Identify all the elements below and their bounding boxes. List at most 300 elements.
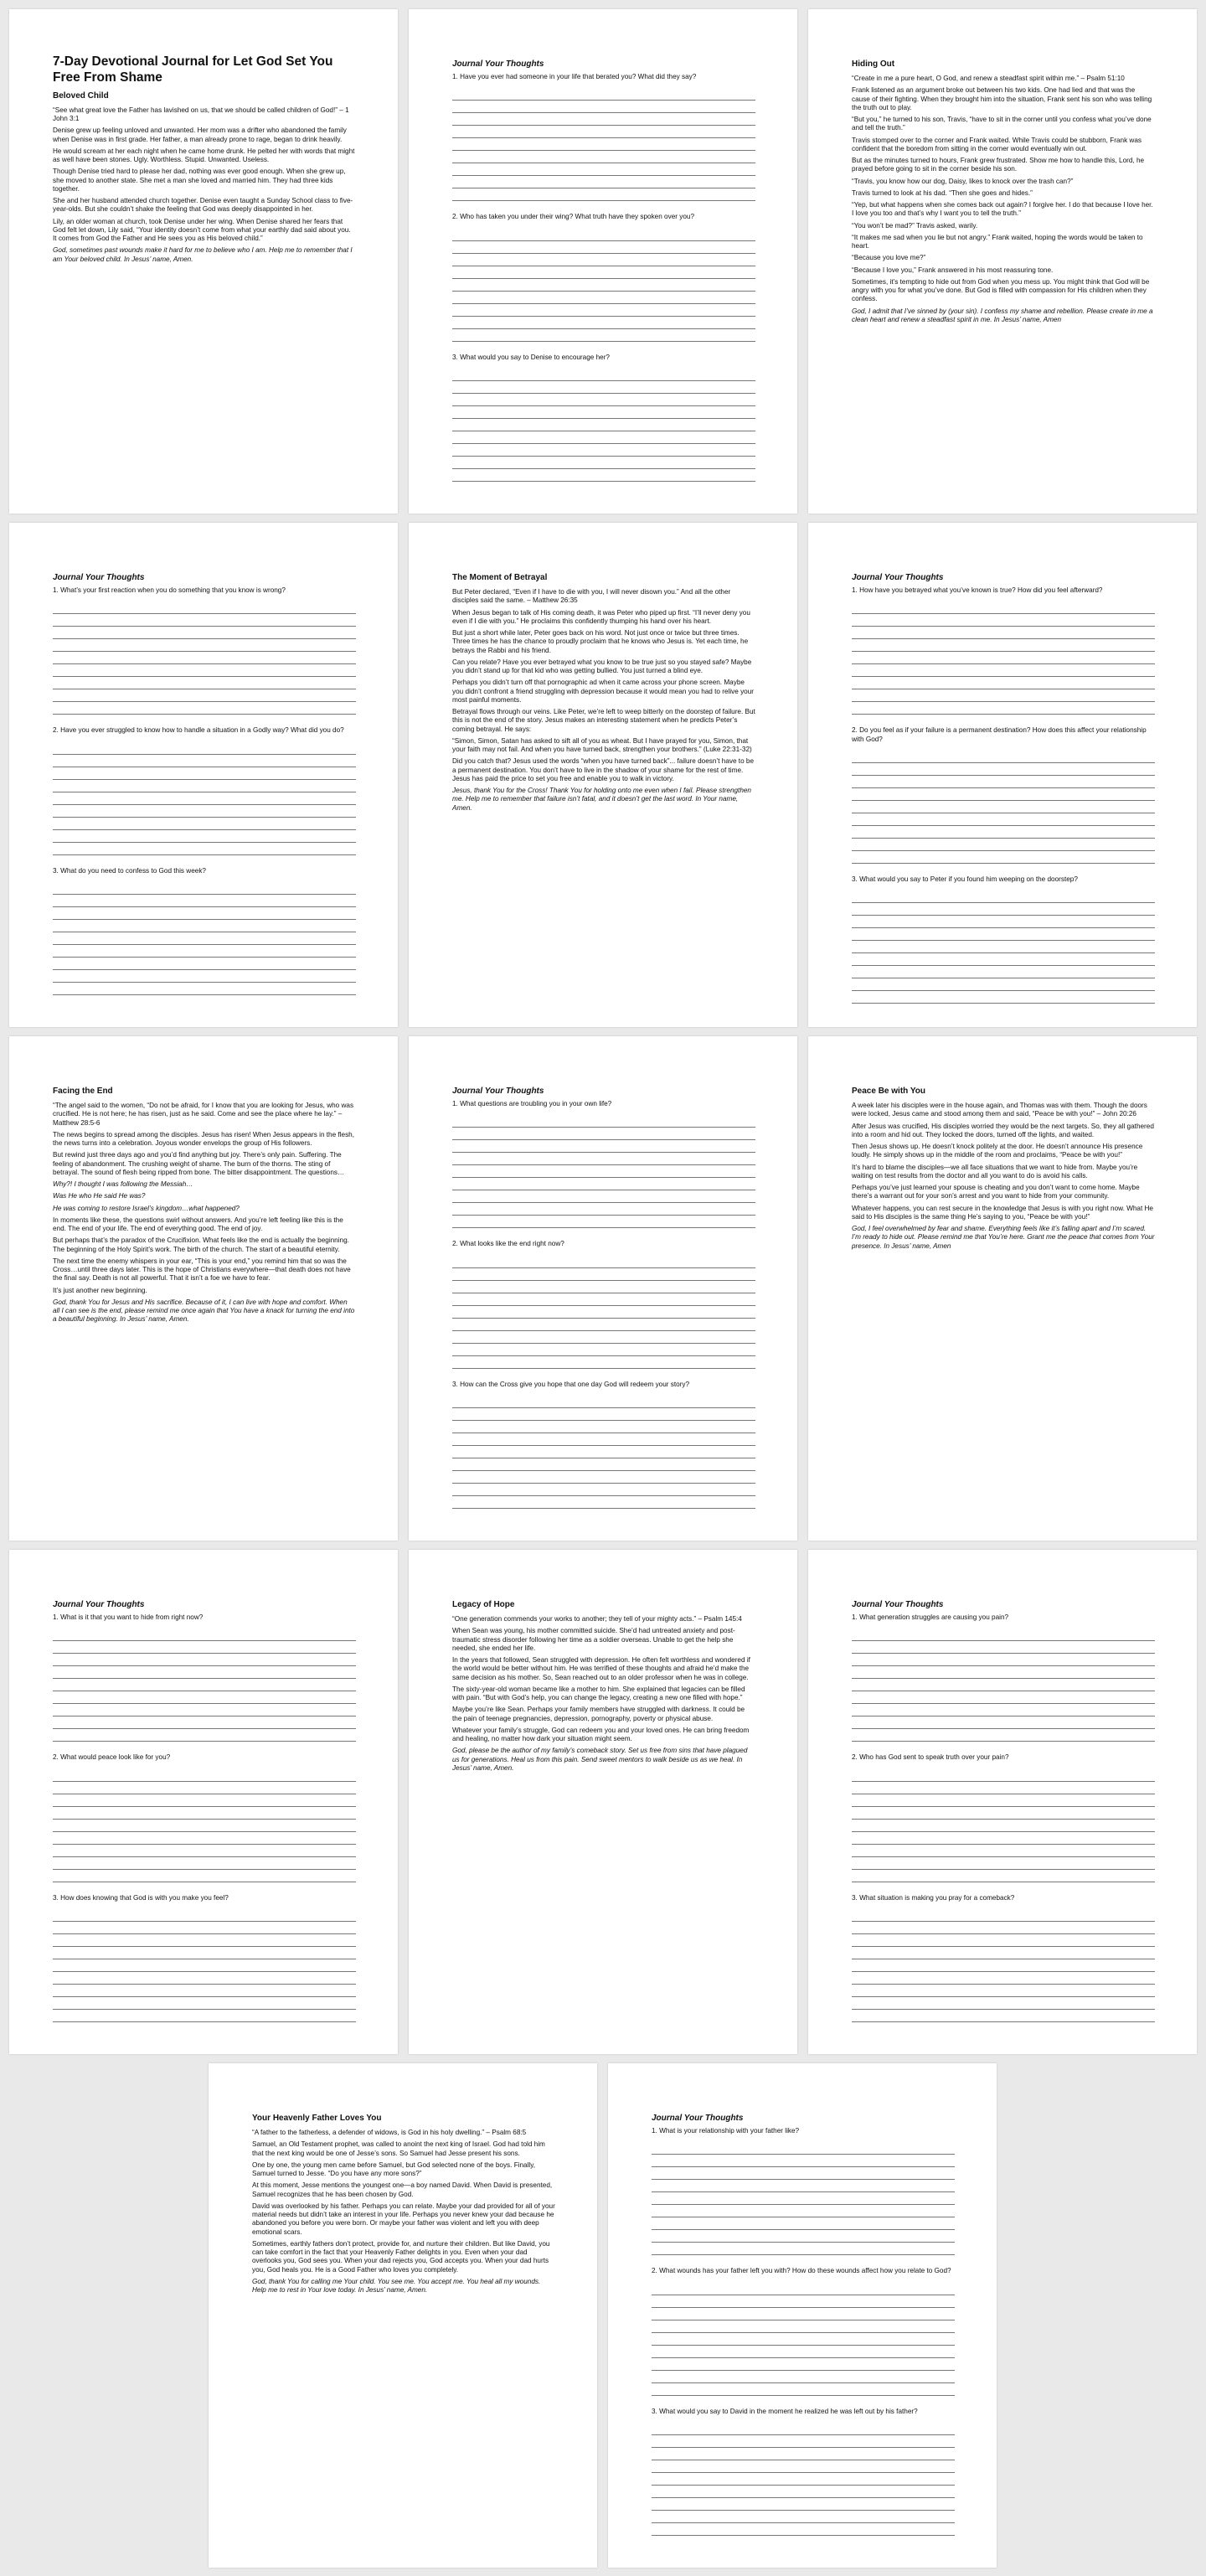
writing-line[interactable] <box>652 2142 955 2155</box>
writing-line[interactable] <box>53 639 356 652</box>
journal-question: 1. What’s your first reaction when you do something that you know is wrong? <box>53 586 286 594</box>
writing-line[interactable] <box>452 229 755 241</box>
writing-line[interactable] <box>53 1704 356 1716</box>
writing-line[interactable] <box>852 1972 1155 1985</box>
writing-line[interactable] <box>53 1985 356 1997</box>
writing-line[interactable] <box>53 920 356 932</box>
paragraph: “Travis, you know how our dog, Daisy, likes to knock over the trash can?” <box>852 177 1074 185</box>
page-9 <box>808 1036 1197 1541</box>
writing-line[interactable] <box>53 689 356 702</box>
writing-lines[interactable] <box>452 1115 755 1228</box>
writing-line[interactable] <box>452 1165 755 1178</box>
writing-lines[interactable] <box>652 2283 955 2396</box>
page-2 <box>409 9 797 514</box>
writing-line[interactable] <box>53 702 356 715</box>
writing-lines[interactable] <box>852 1909 1155 2022</box>
writing-line[interactable] <box>852 1716 1155 1729</box>
journal-question: 2. Who has taken you under their wing? What truth have they spoken over you? <box>452 213 695 221</box>
writing-line[interactable] <box>652 2155 955 2167</box>
writing-line[interactable] <box>652 2473 955 2486</box>
writing-line[interactable] <box>652 2523 955 2536</box>
journal-title: Journal Your Thoughts <box>852 1600 944 1609</box>
paragraph: One by one, the young men came before Samuel, but God selected none of the boys. Finally, Samuel turned to Jesse. “Do you have any more sons?” <box>252 2160 536 2177</box>
writing-line[interactable] <box>452 113 755 126</box>
prayer: God, sometimes past wounds make it hard for me to believe who I am. Help me to remember that I am Your beloved child. In Jesus’ name, Amen. <box>53 246 353 263</box>
writing-line[interactable] <box>852 1959 1155 1972</box>
verse: But Peter declared, “Even if I have to die with you, I will never disown you.” And all the other disciples said the same. – Matthew 26:35 <box>452 588 731 605</box>
journal-question: 3. What would you say to Peter if you found him weeping on the doorstep? <box>852 875 1078 883</box>
writing-line[interactable] <box>452 457 755 469</box>
writing-line[interactable] <box>452 1216 755 1228</box>
paragraph: Sometimes, earthly fathers don’t protect, provide for, and nurture their children. But like David, you can take comfort in the fact that your Heavenly Father delights in you. Even when your dad overlooks you, God sees you. When your dad rejects you, God accepts you. When your dad hurts you, God heals you. He is a Good Father who loves you completely. <box>252 2239 550 2274</box>
journal-question: 3. How does knowing that God is with you make you feel? <box>53 1893 229 1902</box>
paragraph: But perhaps that’s the paradox of the Crucifixion. What feels like the end is actually the beginning. The beginning of the Holy Spirit’s work. The birth of the church. The start of a beautiful eternity. <box>53 1236 349 1253</box>
journal-question: 3. What do you need to confess to God this week? <box>53 866 206 875</box>
writing-line[interactable] <box>852 978 1155 991</box>
writing-lines[interactable] <box>852 891 1155 1004</box>
writing-line[interactable] <box>452 292 755 304</box>
writing-line[interactable] <box>652 2180 955 2192</box>
writing-line[interactable] <box>652 2498 955 2511</box>
writing-line[interactable] <box>53 1922 356 1934</box>
page-3 <box>808 9 1197 514</box>
writing-line[interactable] <box>452 369 755 381</box>
writing-line[interactable] <box>852 1985 1155 1997</box>
writing-line[interactable] <box>452 1115 755 1128</box>
paragraph: Can you relate? Have you ever betrayed what you know to be true just so you stayed safe? Maybe you didn’t stand up for that kid who was getting bullied. You just turned a blind eye. <box>452 658 752 674</box>
writing-line[interactable] <box>852 1820 1155 1832</box>
journal-title: Journal Your Thoughts <box>852 573 944 582</box>
prayer: God, thank You for calling me Your child. You see me. You accept me. You heal all my wounds. Help me to rest in Your love today. In Jesus’ name, Amen. <box>252 2277 541 2294</box>
paragraph: Samuel, an Old Testament prophet, was called to anoint the next king of Israel. God had told him that the next king would be one of Jesse’s sons. So Samuel had Jesse present his sons. <box>252 2140 545 2157</box>
writing-line[interactable] <box>852 614 1155 627</box>
journal-title: Journal Your Thoughts <box>53 1600 145 1609</box>
journal-question: 2. Do you feel as if your failure is a permanent destination? How does this affect your relationship with God? <box>852 726 1147 743</box>
writing-line[interactable] <box>53 627 356 639</box>
writing-line[interactable] <box>452 419 755 431</box>
writing-line[interactable] <box>852 689 1155 702</box>
journal-title: Journal Your Thoughts <box>452 59 544 69</box>
writing-line[interactable] <box>852 891 1155 903</box>
writing-line[interactable] <box>53 843 356 855</box>
writing-line[interactable] <box>852 677 1155 689</box>
writing-line[interactable] <box>652 2320 955 2333</box>
writing-line[interactable] <box>452 1203 755 1216</box>
writing-line[interactable] <box>53 742 356 755</box>
paragraph: Whatever your family’s struggle, God can redeem you and your loved ones. He can bring freedom and healing, no matter how dark your situation might seem. <box>452 1726 750 1742</box>
writing-lines[interactable] <box>852 601 1155 715</box>
writing-line[interactable] <box>452 101 755 113</box>
writing-line[interactable] <box>452 1356 755 1369</box>
writing-lines[interactable] <box>452 1256 755 1369</box>
writing-line[interactable] <box>452 1396 755 1408</box>
writing-lines[interactable] <box>452 229 755 342</box>
verse: “One generation commends your works to another; they tell of your mighty acts.” – Psalm 145:4 <box>452 1615 742 1623</box>
writing-line[interactable] <box>53 2010 356 2022</box>
section-title: Facing the End <box>53 1087 113 1096</box>
writing-line[interactable] <box>452 1408 755 1421</box>
writing-lines[interactable] <box>53 742 356 855</box>
writing-line[interactable] <box>53 1629 356 1641</box>
prayer: God, I feel overwhelmed by fear and shame. Everything feels like it’s falling apart and I’m scared. I’m ready to hide out. Please remind me that You’re here. Grant me the peace that comes from Your presence. In Jesus’ name, Amen <box>852 1225 1155 1250</box>
writing-line[interactable] <box>852 1666 1155 1679</box>
writing-line[interactable] <box>53 1729 356 1742</box>
writing-lines[interactable] <box>53 882 356 995</box>
writing-line[interactable] <box>452 188 755 201</box>
page-14 <box>608 2063 997 2568</box>
writing-line[interactable] <box>452 279 755 292</box>
writing-line[interactable] <box>852 966 1155 978</box>
writing-line[interactable] <box>53 614 356 627</box>
document-title: 7-Day Devotional Journal for Let God Set You Free From Shame <box>53 54 333 85</box>
writing-line[interactable] <box>852 1807 1155 1820</box>
writing-line[interactable] <box>53 830 356 843</box>
writing-line[interactable] <box>53 1909 356 1922</box>
section-title: Legacy of Hope <box>452 1600 515 1609</box>
journal-title: Journal Your Thoughts <box>452 1087 544 1096</box>
verse: “See what great love the Father has lavished on us, that we should be called children of God!” – 1 John 3:1 <box>53 106 349 123</box>
writing-line[interactable] <box>53 755 356 767</box>
paragraph: Perhaps you didn’t turn off that pornographic ad when it came across your phone screen. Maybe you didn’t confront a friend struggling with depression because it would mean you had to relive your most painful moments. <box>452 679 755 704</box>
page-8 <box>409 1036 797 1541</box>
verse: “The angel said to the women, “Do not be afraid, for I know that you are looking for Jesus, who was crucified. He is not here; he has risen, just as he said. Come and see the place where he lay.” – Matthew 28:5-6 <box>53 1102 354 1127</box>
writing-line[interactable] <box>53 1769 356 1782</box>
writing-line[interactable] <box>53 1870 356 1882</box>
writing-line[interactable] <box>852 813 1155 826</box>
paragraph: Why?! I thought I was following the Messiah… <box>53 1180 193 1188</box>
writing-line[interactable] <box>452 1128 755 1140</box>
writing-line[interactable] <box>53 958 356 970</box>
writing-line[interactable] <box>53 1794 356 1807</box>
paragraph: In moments like these, the questions swirl without answers. And you’re left feeling like this is the end. The end of your life. The end of everything good. The end of joy. <box>53 1216 343 1232</box>
writing-line[interactable] <box>452 1256 755 1268</box>
writing-line[interactable] <box>852 1729 1155 1742</box>
writing-line[interactable] <box>452 329 755 342</box>
writing-line[interactable] <box>452 1331 755 1344</box>
writing-line[interactable] <box>53 932 356 945</box>
paragraph: But rewind just three days ago and you’d find anything but joy. There’s only pain. Suffering. The feeling of abandonment. The crushing weight of shame. The burn of the thorns. The sting of betrayal. The sound of flesh being ripped from bone. The bitter disappointment. The questions… <box>53 1151 345 1176</box>
writing-line[interactable] <box>852 801 1155 813</box>
prayer: God, I admit that I’ve sinned by (your sin). I confess my shame and rebellion. Please create in me a clean heart and renew a steadfast spirit in me. In Jesus’ name, Amen <box>852 307 1153 323</box>
writing-line[interactable] <box>852 2010 1155 2022</box>
writing-line[interactable] <box>53 652 356 664</box>
writing-line[interactable] <box>452 1319 755 1331</box>
writing-line[interactable] <box>53 970 356 983</box>
journal-question: 3. What would you say to David in the moment he realized he was left out by his father? <box>652 2407 918 2415</box>
paragraph: Perhaps you’ve just learned your spouse is cheating and you don’t want to come home. Maybe there’s a warrant out for your son’s arrest and you want to hide from your community. <box>852 1184 1140 1200</box>
writing-line[interactable] <box>852 991 1155 1004</box>
writing-lines[interactable] <box>53 1909 356 2022</box>
writing-line[interactable] <box>452 406 755 419</box>
writing-line[interactable] <box>452 1293 755 1306</box>
writing-lines[interactable] <box>53 601 356 715</box>
writing-line[interactable] <box>652 2243 955 2255</box>
writing-line[interactable] <box>53 767 356 780</box>
writing-line[interactable] <box>53 664 356 677</box>
writing-line[interactable] <box>852 1704 1155 1716</box>
writing-line[interactable] <box>53 1997 356 2010</box>
writing-line[interactable] <box>452 1421 755 1433</box>
writing-line[interactable] <box>652 2295 955 2308</box>
paragraph: “You won’t be mad?” Travis asked, warily. <box>852 221 978 230</box>
verse: “A father to the fatherless, a defender of widows, is God in his holy dwelling.” – Psalm 68:5 <box>252 2129 527 2136</box>
writing-lines[interactable] <box>852 1769 1155 1882</box>
paragraph: Did you catch that? Jesus used the words “when you have turned back”... failure doesn’t have to be a permanent destination. You don’t have to live in the shadow of your shame for the rest of time. Jesus has paid the price to set you free and enable you to walk in victory. <box>452 757 755 782</box>
writing-line[interactable] <box>852 1909 1155 1922</box>
writing-line[interactable] <box>652 2448 955 2460</box>
writing-line[interactable] <box>852 1691 1155 1704</box>
writing-line[interactable] <box>852 1997 1155 2010</box>
page-6 <box>808 523 1197 1027</box>
writing-line[interactable] <box>53 805 356 818</box>
writing-line[interactable] <box>53 1654 356 1666</box>
writing-line[interactable] <box>652 2435 955 2448</box>
writing-line[interactable] <box>652 2308 955 2320</box>
writing-line[interactable] <box>852 1769 1155 1782</box>
page-10 <box>9 1550 398 2054</box>
writing-line[interactable] <box>452 163 755 176</box>
writing-line[interactable] <box>852 601 1155 614</box>
writing-line[interactable] <box>452 1446 755 1458</box>
journal-question: 1. How have you betrayed what you’ve known is true? How did you feel afterward? <box>852 586 1103 594</box>
writing-line[interactable] <box>53 677 356 689</box>
writing-line[interactable] <box>652 2192 955 2205</box>
writing-line[interactable] <box>452 176 755 188</box>
paragraph: After Jesus was crucified, His disciples worried they would be the next targets. So, they all gathered into a room and hid out. They locked the doors, turned off the lights, and waited. <box>852 1122 1154 1138</box>
writing-line[interactable] <box>852 1641 1155 1654</box>
paragraph: He would scream at her each night when he came home drunk. He pelted her with words that might as well have been stones. Ugly. Worthless. Stupid. Unwanted. Useless. <box>53 147 355 164</box>
writing-line[interactable] <box>452 1433 755 1446</box>
writing-line[interactable] <box>53 1947 356 1959</box>
writing-lines[interactable] <box>53 1769 356 1882</box>
writing-line[interactable] <box>852 652 1155 664</box>
writing-line[interactable] <box>452 1153 755 1165</box>
writing-line[interactable] <box>452 1471 755 1484</box>
writing-line[interactable] <box>53 882 356 895</box>
writing-line[interactable] <box>53 1832 356 1845</box>
writing-line[interactable] <box>652 2460 955 2473</box>
writing-line[interactable] <box>652 2371 955 2383</box>
writing-line[interactable] <box>53 895 356 907</box>
writing-line[interactable] <box>652 2346 955 2358</box>
verse: A week later his disciples were in the house again, and Thomas was with them. Though the doors were locked, Jesus came and stood among them and said, “Peace be with you!” – John 20:26 <box>852 1102 1147 1118</box>
writing-line[interactable] <box>452 138 755 151</box>
writing-line[interactable] <box>53 945 356 958</box>
writing-line[interactable] <box>53 818 356 830</box>
section-title: Peace Be with You <box>852 1087 925 1096</box>
paragraph: The news begins to spread among the disciples. Jesus has risen! When Jesus appears in the flesh, the news turns into a celebration. Joyous wonder envelops the group of His followers. <box>53 1130 354 1147</box>
writing-line[interactable] <box>53 1959 356 1972</box>
paragraph: David was overlooked by his father. Perhaps you can relate. Maybe your dad provided for all of your material needs but didn’t take an interest in your life. Perhaps you never knew your dad because he abandoned you before you were born. Or maybe your father was violent and left you with deep emotional scars. <box>252 2202 555 2236</box>
verse: “Create in me a pure heart, O God, and renew a steadfast spirit within me.” – Psalm 51:10 <box>852 75 1125 82</box>
writing-line[interactable] <box>53 1934 356 1947</box>
writing-line[interactable] <box>852 1654 1155 1666</box>
writing-line[interactable] <box>852 916 1155 928</box>
writing-line[interactable] <box>852 639 1155 652</box>
writing-lines[interactable] <box>452 88 755 201</box>
writing-line[interactable] <box>652 2230 955 2243</box>
writing-line[interactable] <box>852 1845 1155 1857</box>
writing-line[interactable] <box>53 1641 356 1654</box>
writing-line[interactable] <box>852 702 1155 715</box>
prayer: Jesus, thank You for the Cross! Thank You for holding onto me even when I fail. Please strengthen me. Help me to remember that failure isn’t fatal, and it doesn’t get the last word. In Your name, Amen. <box>452 787 751 812</box>
writing-lines[interactable] <box>53 1629 356 1742</box>
writing-line[interactable] <box>852 788 1155 801</box>
writing-line[interactable] <box>53 1820 356 1832</box>
writing-line[interactable] <box>852 928 1155 941</box>
paragraph: “It makes me sad when you lie but not angry.” Frank waited, hoping the words would be taken to heart. <box>852 233 1143 250</box>
prayer: God, please be the author of my family’s comeback story. Set us free from sins that have plagued us for generations. Heal us from this pain. Send sweet mentors to walk beside us as we heal. In Jesus’ name, Amen. <box>452 1747 748 1772</box>
writing-line[interactable] <box>852 1629 1155 1641</box>
journal-question: 1. What is it that you want to hide from right now? <box>53 1613 204 1621</box>
writing-line[interactable] <box>852 839 1155 851</box>
writing-line[interactable] <box>852 1934 1155 1947</box>
paragraph: Frank listened as an argument broke out between his two kids. One had lied and that was the cause of their fighting. When they brought him into the situation, Frank sent his son who was telling the truth out to play. <box>852 86 1152 111</box>
writing-line[interactable] <box>852 826 1155 839</box>
paragraph: It’s hard to blame the disciples—we all face situations that we want to hide from. Maybe you’re waiting on test results from the doctor and all you want to do is avoid his calls. <box>852 1163 1138 1180</box>
writing-line[interactable] <box>652 2423 955 2435</box>
paragraph: “Yep, but what happens when she comes back out again? I forgive her. I do that because I love her. I love you too and that’s why I want you to tell the truth.” <box>852 201 1153 218</box>
journal-question: 1. Have you ever had someone in your life that berated you? What did they say? <box>452 73 697 80</box>
prayer: God, thank You for Jesus and His sacrifice. Because of it, I can live with hope and comfort. When all I can see is the end, please remind me once again that You have a knack for turning the end into a beautiful beginning. In Jesus’ name, Amen. <box>53 1298 355 1324</box>
writing-line[interactable] <box>452 1178 755 1190</box>
writing-line[interactable] <box>452 1496 755 1509</box>
writing-line[interactable] <box>652 2486 955 2498</box>
journal-question: 2. Have you ever struggled to know how to handle a situation in a Godly way? What did you do? <box>53 726 344 735</box>
writing-line[interactable] <box>53 1666 356 1679</box>
writing-line[interactable] <box>53 1679 356 1691</box>
writing-line[interactable] <box>53 907 356 920</box>
writing-line[interactable] <box>452 1140 755 1153</box>
writing-line[interactable] <box>852 1782 1155 1794</box>
paragraph: At this moment, Jesse mentions the youngest one—a boy named David. When David is presented, Samuel recognizes that he has been chosen by God. <box>252 2181 553 2198</box>
writing-line[interactable] <box>452 1344 755 1356</box>
journal-question: 3. How can the Cross give you hope that one day God will redeem your story? <box>452 1380 690 1388</box>
writing-line[interactable] <box>452 1268 755 1281</box>
writing-line[interactable] <box>53 983 356 995</box>
writing-line[interactable] <box>852 941 1155 953</box>
paragraph: “Simon, Simon, Satan has asked to sift all of you as wheat. But I have prayed for you, Simon, that your faith may not fail. And when you have turned back, strengthen your brothers.” (Luke 22:31-32) <box>452 736 752 753</box>
writing-line[interactable] <box>452 317 755 329</box>
journal-question: 3. What situation is making you pray for a comeback? <box>852 1893 1015 1902</box>
writing-line[interactable] <box>452 304 755 317</box>
writing-line[interactable] <box>452 381 755 394</box>
writing-line[interactable] <box>452 1190 755 1203</box>
paragraph: Was He who He said He was? <box>53 1192 146 1200</box>
writing-line[interactable] <box>53 1807 356 1820</box>
page-12 <box>808 1550 1197 2054</box>
writing-line[interactable] <box>852 763 1155 776</box>
writing-line[interactable] <box>452 1306 755 1319</box>
journal-question: 3. What would you say to Denise to encourage her? <box>452 353 610 361</box>
writing-line[interactable] <box>452 444 755 457</box>
writing-line[interactable] <box>652 2283 955 2295</box>
section-title: Beloved Child <box>53 90 109 101</box>
journal-question: 1. What is your relationship with your father like? <box>652 2127 800 2135</box>
writing-line[interactable] <box>53 780 356 792</box>
writing-line[interactable] <box>852 776 1155 788</box>
writing-line[interactable] <box>53 1716 356 1729</box>
page-7 <box>9 1036 398 1541</box>
writing-line[interactable] <box>852 751 1155 763</box>
paragraph: “But you,” he turned to his son, Travis, “have to sit in the corner until you confess what you’ve done and tell the truth.” <box>852 116 1152 132</box>
writing-line[interactable] <box>452 151 755 163</box>
writing-line[interactable] <box>53 1857 356 1870</box>
writing-line[interactable] <box>452 1484 755 1496</box>
writing-line[interactable] <box>452 88 755 101</box>
writing-line[interactable] <box>652 2217 955 2230</box>
writing-line[interactable] <box>452 266 755 279</box>
paragraph: Travis stomped over to the corner and Frank waited. While Travis could be stubborn, Frank was confident that the boredom from sitting in the corner would eventually win out. <box>852 136 1142 152</box>
writing-line[interactable] <box>852 1922 1155 1934</box>
writing-line[interactable] <box>53 601 356 614</box>
writing-line[interactable] <box>852 851 1155 864</box>
journal-question: 2. What looks like the end right now? <box>452 1240 564 1248</box>
writing-line[interactable] <box>452 469 755 482</box>
page-5 <box>409 523 797 1027</box>
writing-lines[interactable] <box>652 2142 955 2255</box>
paragraph: The next time the enemy whispers in your ear, “This is your end,” you remind him that so was the Cross…until three days later. This is the hope of Christians everywhere—that death does not have the final say. Death is not all powerful. That it isn’t a foe we have to fear. <box>53 1257 351 1283</box>
paragraph: Lily, an older woman at church, took Denise under her wing. When Denise shared her fears that God felt let down, Lily said, “Your identity doesn’t come from what your earthly dad said about you. It comes from God the Father and He sees you as His beloved child.” <box>53 217 351 243</box>
writing-line[interactable] <box>852 953 1155 966</box>
writing-line[interactable] <box>652 2167 955 2180</box>
paragraph: When Sean was young, his mother committed suicide. She’d had untreated anxiety and post-traumatic stress disorder following her time as a soldier overseas. Unable to get the help she needed, she ended her life. <box>452 1627 735 1652</box>
writing-line[interactable] <box>852 903 1155 916</box>
writing-line[interactable] <box>53 1782 356 1794</box>
writing-lines[interactable] <box>652 2423 955 2536</box>
writing-lines[interactable] <box>452 369 755 482</box>
writing-line[interactable] <box>852 1947 1155 1959</box>
writing-line[interactable] <box>452 241 755 254</box>
writing-line[interactable] <box>452 1281 755 1293</box>
writing-line[interactable] <box>852 627 1155 639</box>
paragraph: In the years that followed, Sean struggled with depression. He often felt worthless and wondered if the world would be better without him. He was terrified of these thoughts and afraid he’d make the same decision as his mother. So, Sean reached out to an older professor when he was in college. <box>452 1656 750 1681</box>
writing-line[interactable] <box>852 1832 1155 1845</box>
paragraph: Then Jesus shows up. He doesn’t knock politely at the door. He doesn’t announce His presence loudly. He simply shows up in the middle of the room and proclaims, “Peace be with you!” <box>852 1143 1143 1159</box>
writing-line[interactable] <box>53 1972 356 1985</box>
writing-line[interactable] <box>652 2511 955 2523</box>
writing-line[interactable] <box>53 1691 356 1704</box>
journal-title: Journal Your Thoughts <box>53 573 145 582</box>
writing-line[interactable] <box>852 664 1155 677</box>
writing-line[interactable] <box>652 2383 955 2396</box>
writing-line[interactable] <box>852 1870 1155 1882</box>
writing-lines[interactable] <box>452 1396 755 1509</box>
writing-line[interactable] <box>53 792 356 805</box>
writing-line[interactable] <box>452 394 755 406</box>
page-4 <box>9 523 398 1027</box>
writing-line[interactable] <box>652 2358 955 2371</box>
paragraph: But as the minutes turned to hours, Frank grew frustrated. Show me how to handle this, Lord, he prayed before going to sit in the corner beside his son. <box>852 157 1145 173</box>
writing-line[interactable] <box>452 431 755 444</box>
writing-line[interactable] <box>53 1845 356 1857</box>
writing-line[interactable] <box>452 1458 755 1471</box>
writing-lines[interactable] <box>852 751 1155 864</box>
paragraph: It’s just another new beginning. <box>53 1286 147 1294</box>
section-title: Hiding Out <box>852 59 895 69</box>
writing-line[interactable] <box>652 2333 955 2346</box>
paragraph: Betrayal flows through our veins. Like Peter, we’re left to weep bitterly on the doorstep of failure. But this is not the end of the story. Jesus makes an interesting statement when he predicts Peter’s coming betrayal. He says: <box>452 708 755 733</box>
writing-line[interactable] <box>452 126 755 138</box>
writing-line[interactable] <box>852 1857 1155 1870</box>
writing-line[interactable] <box>452 254 755 266</box>
paragraph: Though Denise tried hard to please her dad, nothing was ever good enough. When she grew up, she moved to another state. She met a man she loved and married him. They had three kids together. <box>53 168 346 193</box>
page-11 <box>409 1550 797 2054</box>
writing-line[interactable] <box>852 1679 1155 1691</box>
writing-line[interactable] <box>652 2205 955 2217</box>
writing-lines[interactable] <box>852 1629 1155 1742</box>
writing-line[interactable] <box>852 1794 1155 1807</box>
